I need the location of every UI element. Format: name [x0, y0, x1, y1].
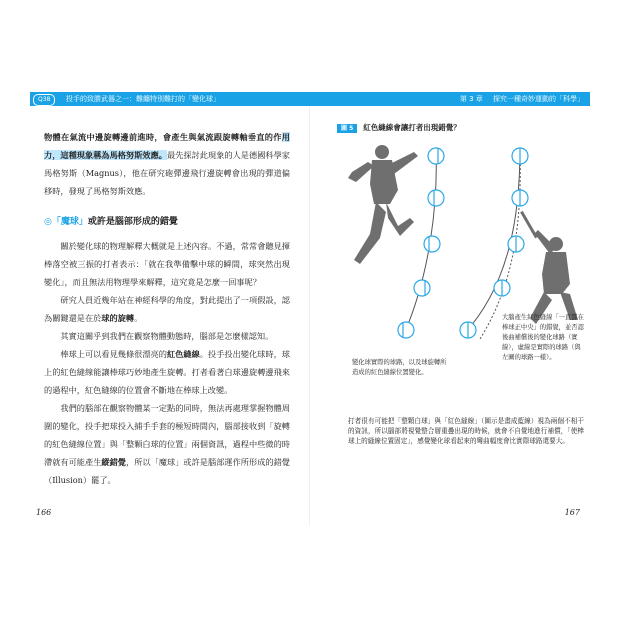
- paragraph-5: [44, 345, 290, 399]
- subheading-mark: ◎「魔球」: [44, 217, 88, 227]
- bold-text: 物體在氣流中邊旋轉邊前進時，會產生與氣流跟旋轉軸垂直的作: [44, 132, 282, 142]
- chapter-number: 第 3 章: [459, 95, 483, 103]
- caption-left: 變化球實際的球路，以及球旋轉所造成的紅色縫線位置變化。: [352, 359, 447, 376]
- subheading: [44, 214, 290, 227]
- paragraph-6: [44, 399, 290, 489]
- paragraph-3: [44, 291, 290, 327]
- page-number-right: 167: [564, 508, 580, 517]
- bold-text: 球的旋轉: [101, 313, 135, 323]
- body-text: 研究人員近幾年站在神經科學的角度，對此提出了一項假設，認為關鍵還是在於: [44, 295, 290, 323]
- ball-sequence-left: [398, 148, 444, 338]
- batter-silhouette: [520, 211, 578, 324]
- right-page-body: 打者很有可能把「整顆白球」與「紅色縫線」（圖示是畫成藍線）視為兩個不相干的資訊，所以腦部將視覺整合層重疊出現的時候，就會不自覺地進行補償，「使棒球上的縫線位置固定」，感覺變化球看起來的彎曲幅度會比實際球路還要大。: [348, 417, 584, 445]
- page-spine: [309, 106, 310, 526]
- page-number-left: 166: [36, 508, 52, 517]
- bold-text: 紅色縫線: [166, 349, 200, 359]
- ball-icon: [428, 148, 444, 164]
- paragraph-4: 其實這關乎到我們在觀察物體動態時，腦部是怎麼樣認知。: [60, 331, 274, 341]
- paragraph-2: 關於變化球的物理解釋大概就是上述內容。不過，常常會聽見揮棒落空被三振的打者表示：「就在我準備擊中球的瞬間，球突然出現變化」，而且無法用物理學來解釋，這究竟是怎麼一回事呢？: [44, 241, 290, 287]
- chapter-title: [460, 92, 584, 106]
- section-title: 投手的致勝武器之一：難纏特別難打的「變化球」: [66, 95, 220, 103]
- figure-title-text: 紅色縫線會讓打者出現錯覺？: [363, 123, 461, 132]
- figure-badge: 圖 5: [337, 124, 357, 133]
- body-text: 棒球上可以看見幾條很漂亮的: [60, 349, 167, 359]
- ball-sequence-right: [460, 148, 528, 338]
- body-text: 。投手投出變化球時，球上的紅色縫線能讓棒球巧妙地產生旋轉。打者看著白球邊旋轉邊飛來的過程中，紅色縫線的位置會不斷地在棒球上改變。: [44, 349, 290, 395]
- ball-icon: [398, 322, 414, 338]
- left-page-body: [44, 128, 290, 489]
- highlight-text: 用力，這種現象稱為馬格努斯效應。: [44, 132, 290, 160]
- ball-icon: [428, 190, 444, 206]
- body-text: 我們的腦部在觀察物體某一定點的同時，無法再處理掌握物體周圍的變化，投手把球投入捕手手套的極短時間內，腦部接收到「旋轉的紅色縫線位置」與「整顆白球的位置」兩個資訊，過程中些微的時滯就有可能產生: [44, 403, 290, 467]
- ball-icon: [424, 236, 440, 252]
- chapter-subtitle: 探究一種奇妙運動的「科學」: [493, 95, 584, 103]
- bold-text: 縱錯覺: [101, 457, 127, 467]
- ball-icon: [414, 280, 430, 296]
- chapter-header-bar: [30, 92, 590, 106]
- body-text: ，所以「魔球」或許是腦部運作所形成的錯覺（Illusion）罷了。: [44, 457, 290, 485]
- subheading-text: 或許是腦部形成的錯覺: [87, 217, 178, 227]
- figure-title: [337, 122, 461, 133]
- body-text: 最先探討此現象的人是德國科學家馬格努斯（Magnus），他在研究砲彈邊飛行邊旋轉會出現的彈道偏移時，發現了馬格努斯效應。: [44, 150, 290, 196]
- paragraph-magnus: [44, 128, 290, 200]
- caption-right: 大腦產生紅色縫線「一直都在棒球正中央」的錯覺，並否認後曲補償後的變化球路（實線），虛線是實際的球路（與左圖的球路一樣）。: [502, 314, 584, 361]
- pitcher-silhouette: [348, 145, 418, 264]
- body-text: 。: [134, 313, 143, 323]
- question-badge: Q38: [33, 94, 55, 106]
